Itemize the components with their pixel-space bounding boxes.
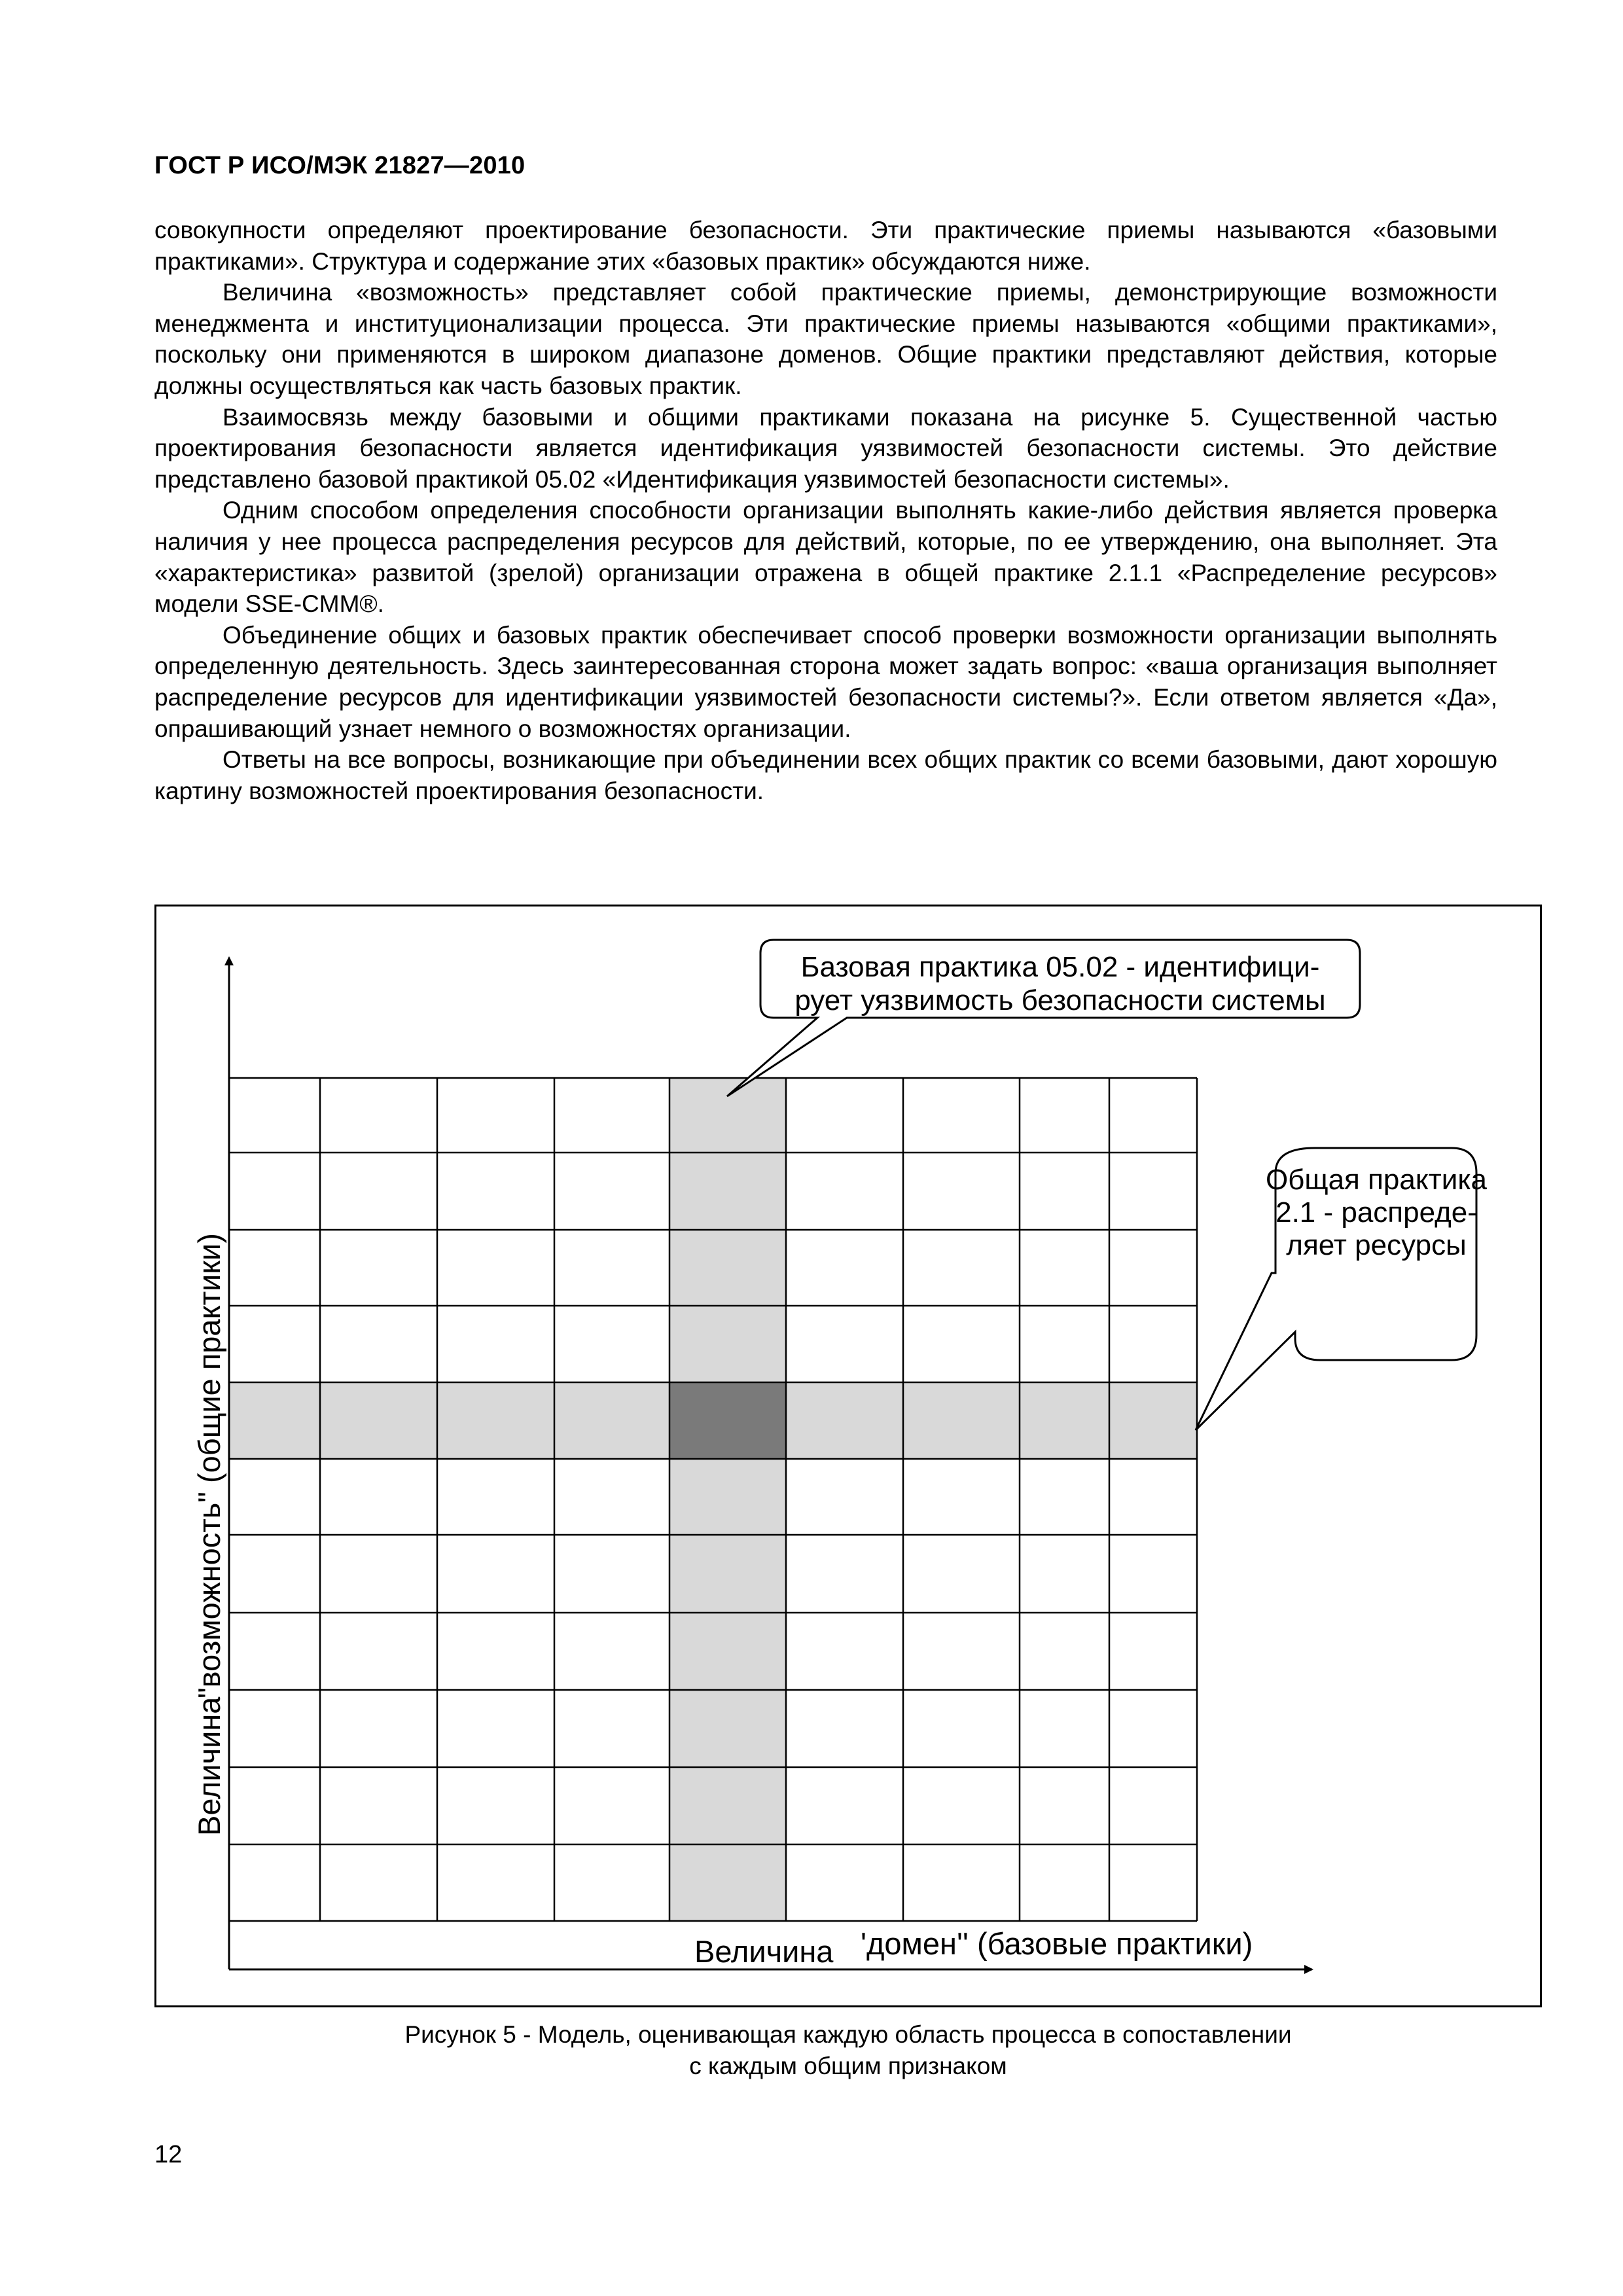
figure-diagram bbox=[156, 906, 1540, 2005]
caption-line-2: с каждым общим признаком bbox=[689, 2053, 1007, 2079]
paragraph-4: Одним способом определения способности организации выполнять какие-либо действия является проверка наличия у нее процесса распределения ресурсов для действий, которые, по ее утверждению, она выполняет. Эта «характеристика» развитой (зрелой) организации отражена в общей практике 2.1.1 «Распределение ресурсов» модели SSE-CMM®. bbox=[154, 497, 1497, 618]
callout-generic-line-1: Общая практика bbox=[1265, 1164, 1488, 1196]
x-axis-label-part-1: Величина bbox=[694, 1934, 834, 1969]
caption-line-1: Рисунок 5 - Модель, оценивающая каждую область процесса в сопоставлении bbox=[404, 2021, 1292, 2048]
callout-generic-line-3: ляет ресурсы bbox=[1286, 1229, 1467, 1261]
callout-base-line-2: рует уязвимость безопасности системы bbox=[794, 984, 1326, 1016]
callout-base-line-1: Базовая практика 05.02 - идентифици- bbox=[800, 951, 1320, 983]
callout-generic-line-2: 2.1 - распреде- bbox=[1275, 1196, 1477, 1229]
paragraph-2: Величина «возможность» представляет собой практические приемы, демонстрирующие возможности менеджмента и институционализации процесса. Эти практические приемы называются «общими практиками», поскольку они применяются в широком диапазоне доменов. Общие практики представляют действия, которые должны осуществляться как часть базовых практик. bbox=[154, 279, 1497, 399]
paragraph-6: Ответы на все вопросы, возникающие при объединении всех общих практик со всеми базовыми, дают хорошую картину возможностей проектирования безопасности. bbox=[154, 746, 1497, 804]
paragraph-1: совокупности определяют проектирование безопасности. Эти практические приемы называются «базовыми практиками». Структура и содержание этих «базовых практик» обсуждаются ниже. bbox=[154, 217, 1497, 275]
figure-caption bbox=[154, 2019, 1542, 2082]
document-header: ГОСТ Р ИСО/МЭК 21827—2010 bbox=[154, 152, 526, 179]
intersection-cell bbox=[669, 1382, 786, 1459]
paragraph-5: Объединение общих и базовых практик обеспечивает способ проверки возможности организации выполнять определенную деятельность. Здесь заинтересованная сторона может задать вопрос: «ваша организация выполняет распределение ресурсов для идентификации уязвимостей безопасности системы?». Если ответом является «Да», опрашивающий узнает немного о возможностях организации. bbox=[154, 621, 1497, 742]
y-axis-label-part-2: "возможность" (общие практики) bbox=[192, 1233, 226, 1698]
y-axis-label-part-1: Величина bbox=[192, 1696, 226, 1836]
highlight-column bbox=[669, 1078, 786, 1921]
page-number: 12 bbox=[154, 2141, 183, 2168]
figure-frame bbox=[154, 905, 1542, 2007]
paragraph-3: Взаимосвязь между базовыми и общими практиками показана на рисунке 5. Существенной частью проектирования безопасности является идентификация уязвимостей безопасности системы. Это действие представлено базовой практикой 05.02 «Идентификация уязвимостей безопасности системы». bbox=[154, 403, 1497, 493]
body-text bbox=[154, 215, 1497, 806]
x-axis-label-part-2: 'домен'' (базовые практики) bbox=[861, 1926, 1253, 1961]
